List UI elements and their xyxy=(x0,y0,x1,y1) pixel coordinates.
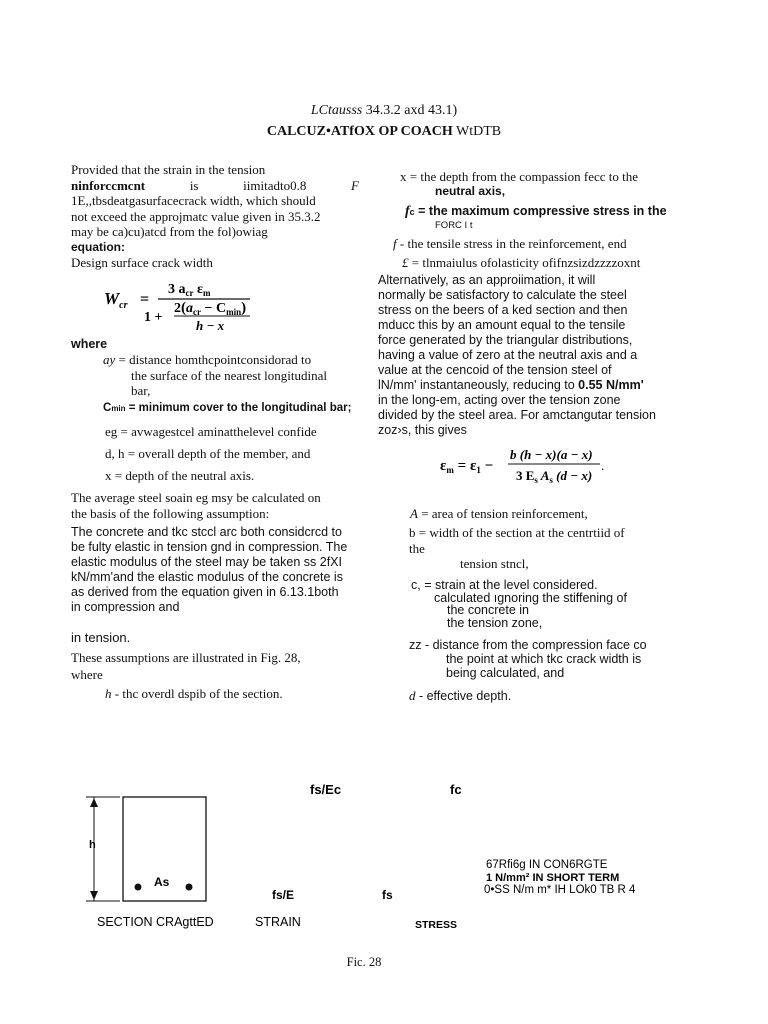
concrete-line: The concrete and tkc stccl arc both considcrcd to xyxy=(71,525,342,539)
es-definition xyxy=(402,255,640,271)
intro-line: 1E,,tbsdeatgasurfacecrack width, which should xyxy=(71,193,316,208)
design-label: Design surface crack width xyxy=(71,255,213,270)
fc-definition-cont: FORC I t xyxy=(435,220,473,231)
x-definition: x = depth of the neutral axis. xyxy=(105,468,255,483)
alt-line: stress on the beers of a ked section and then xyxy=(378,303,628,317)
alt-line: having a value of zero at the neutral axis and a xyxy=(378,348,638,362)
h-symbol: h xyxy=(105,686,112,701)
avg-line: the basis of the following assumption: xyxy=(71,505,270,521)
cmin-subscript: min xyxy=(111,404,126,413)
formula-numerator: 3 $a_{cr}$ $\varepsilon_m$ xyxy=(168,282,211,298)
formula-lhs: $W_{cr}$ xyxy=(104,289,128,311)
width-definition xyxy=(409,525,669,572)
stress-top-label: fc xyxy=(450,782,462,797)
d-text: - effective depth. xyxy=(415,689,512,703)
concrete-line: elastic modulus of the steel may be taken ss 2fXI xyxy=(71,555,342,569)
concrete-line: in compression and xyxy=(71,600,180,614)
intro-word: F xyxy=(351,177,359,193)
fc-subscript: c xyxy=(409,207,415,217)
zz-text: zz - distance from the compression face co xyxy=(409,638,647,652)
alt-line: mducc this by an amount equal to the tensile xyxy=(378,318,626,332)
c-text: c, = strain at the level considered. xyxy=(411,578,598,592)
ay-text: bar, xyxy=(131,383,151,398)
strain-top-label: fs/Ec xyxy=(310,782,342,797)
ay-symbol: ay xyxy=(103,352,116,367)
c-text: the tension zone, xyxy=(447,615,543,630)
es-text: = tlnmaiulus ofolasticity ofifnzsizdzzzzoxnt xyxy=(408,255,641,270)
effective-depth-definition xyxy=(409,688,511,704)
ay-definition xyxy=(103,352,363,399)
c-text: the concrete in xyxy=(447,603,529,617)
fc-text: = the maximum compressive stress in the xyxy=(414,204,667,218)
area-definition xyxy=(410,506,588,522)
b-text: the xyxy=(409,540,425,556)
section-title xyxy=(0,124,768,140)
assumptions-illustrated: These assumptions are illustrated in Fig. 28, xyxy=(71,650,301,665)
avg-line: The average steel soain eg msy be calculated on xyxy=(71,490,321,505)
d-symbol: d xyxy=(409,688,416,703)
figure-note-1: 67Rfi6g IN CON6RGTE xyxy=(486,859,608,871)
cmin-definition xyxy=(103,402,351,414)
intro-paragraph xyxy=(71,162,359,255)
where-label-2: where xyxy=(71,667,103,682)
b-text: tension stncl, xyxy=(460,556,529,571)
formula-equals: = xyxy=(140,291,150,308)
average-strain-formula xyxy=(438,440,608,488)
A-text: = area of tension reinforcement, xyxy=(417,506,588,521)
alternative-method-paragraph xyxy=(378,273,661,438)
dh-definition: d, h = overall depth of the member, and xyxy=(105,446,311,461)
formula2-dot: . xyxy=(601,458,605,473)
title-tail: WtDTB xyxy=(452,124,502,139)
fs-text: - the tensile stress in the reinforcement, end xyxy=(396,236,627,251)
as-label: As xyxy=(154,875,170,889)
zz-definition xyxy=(409,638,647,680)
in-tension-text: in tension. xyxy=(71,630,131,645)
intro-word: ninforccmcnt xyxy=(71,177,146,193)
section-label: SECTION CRAgttED xyxy=(97,915,214,929)
zz-text: the point at which tkc crack width is xyxy=(446,652,642,666)
fs-symbol: f xyxy=(393,236,397,251)
alt-line-part: lN/mm' instantaneously, reducing to xyxy=(378,378,579,392)
eg-definition: eg = avwagestcel aminatthelevel confide xyxy=(105,424,317,439)
fc-definition xyxy=(405,204,667,220)
x-depth-definition-cont: neutral axis, xyxy=(435,184,506,198)
elastic-assumption-paragraph xyxy=(71,525,359,615)
b-text: b = width of the section at the centrtiid of xyxy=(409,525,625,540)
rebar-right xyxy=(186,884,193,891)
fc-symbol: f xyxy=(405,204,410,219)
zz-text: being calculated, and xyxy=(446,666,565,680)
formula2-numerator: b (h − x)(a − x) xyxy=(510,447,593,462)
x-depth-definition: x = the depth from the compassion fecc to the xyxy=(400,169,639,184)
alt-line-bold: 0.55 N/mm' xyxy=(578,378,644,392)
intro-line xyxy=(71,178,359,194)
alt-line: normally be satisfactory to calculate the steel xyxy=(378,288,627,302)
concrete-line: kN/mm'and the elastic modulus of the concrete is xyxy=(71,570,343,584)
strain-bottom-label: fs/E xyxy=(272,888,295,902)
clause-prefix: LCtausss xyxy=(310,103,363,118)
h-definition xyxy=(105,686,283,702)
intro-line: may be ca)cu)atcd from the fol)owiag xyxy=(71,224,268,239)
figure-note-2: 1 N/mm² IN SHORT TERM xyxy=(486,872,620,884)
c-text: calculated ıgnoring the stiffening of xyxy=(434,590,627,605)
fs-definition xyxy=(393,236,627,252)
intro-line: Provided that the strain in the tension xyxy=(71,162,266,177)
figure-note-3: 0•SS N/m m* IH LOk0 TB R 4 xyxy=(484,884,636,896)
h-label: h xyxy=(89,839,96,851)
h-text: - thc overdl dspib of the section. xyxy=(111,686,283,701)
h-arrow-top xyxy=(90,798,98,807)
intro-line: not exceed the approjmatc value given in 35.3.2 xyxy=(71,208,321,224)
intro-line: equation: xyxy=(71,239,125,254)
formula2-lhs: $\varepsilon_m = \varepsilon_1$ − xyxy=(440,458,494,475)
strain-label: STRAIN xyxy=(255,915,301,929)
where-label: where xyxy=(71,337,108,351)
strain-level-definition xyxy=(411,579,627,629)
intro-word: is xyxy=(189,177,199,193)
intro-word: iimitadto0.8 xyxy=(243,177,307,193)
rebar-left xyxy=(135,884,142,891)
stress-label: STRESS xyxy=(415,919,458,931)
concrete-line: be fulty elastic in tension gnd in compression. The xyxy=(71,540,348,554)
formula-inner-fraction: $2(a_{cr} - C_{min})$ xyxy=(174,300,247,317)
ay-text: the surface of the nearest longitudinal xyxy=(131,367,328,383)
figure-28 xyxy=(70,780,690,955)
clause-refs: 34.3.2 axd 43.1) xyxy=(362,103,458,118)
clause-reference xyxy=(0,103,768,119)
es-symbol: £ xyxy=(402,255,409,270)
alt-line xyxy=(378,378,661,393)
concrete-line: as derived from the equation given in 6.13.1both xyxy=(71,585,339,599)
alt-line: zoz›s, this gives xyxy=(378,423,467,437)
alt-line: divided by the steel area. For amctangutar tension xyxy=(378,408,656,422)
alt-line: Alternatively, as an approiimation, it will xyxy=(378,273,596,287)
cmin-symbol: C xyxy=(103,402,112,414)
alt-line: in the long-em, acting over the tension zone xyxy=(378,393,621,407)
ay-text: = distance homthcpointconsidorad to xyxy=(115,352,312,367)
formula2-denominator: 3 $E_s$ $A_s$ (d − x) xyxy=(516,468,593,485)
cmin-text: = minimum cover to the longitudinal bar; xyxy=(125,402,352,414)
stress-bottom-label: fs xyxy=(382,888,393,902)
title-main: CALCUZ•ATfOX OP COACH xyxy=(266,124,453,139)
formula-inner-denominator: h − x xyxy=(196,318,225,333)
h-arrow-bottom xyxy=(90,891,98,900)
figure-caption: Fic. 28 xyxy=(346,955,382,969)
A-symbol: A xyxy=(410,506,418,521)
alt-line: force generated by the triangular distributions, xyxy=(378,333,633,347)
formula-denominator-one: 1 + xyxy=(144,310,163,325)
average-strain-paragraph xyxy=(71,490,359,521)
crack-width-formula xyxy=(100,278,260,336)
alt-line: value at the cencoid of the tension steel of xyxy=(378,363,612,377)
